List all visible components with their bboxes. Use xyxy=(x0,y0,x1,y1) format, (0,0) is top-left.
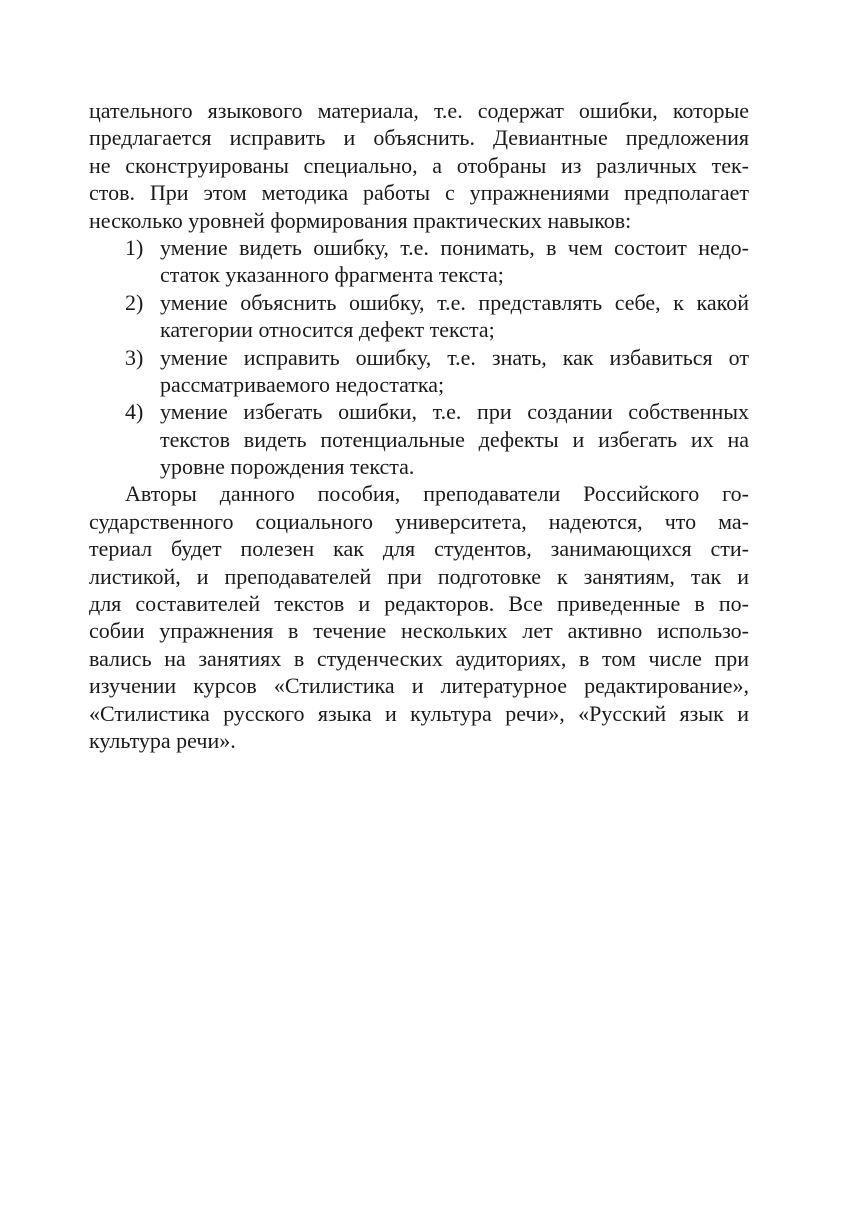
text-line: изучении курсов «Стилистика и литературное редактирование», xyxy=(89,673,749,699)
list-item-line: 4) умение избегать ошибки, т.е. при создании собственных xyxy=(125,399,749,425)
list-item xyxy=(89,234,749,289)
list-item-line: статок указанного фрагмента текста; xyxy=(160,262,504,288)
list-item xyxy=(89,344,749,399)
text-line: листикой, и преподавателей при подготовке к занятиям, так и xyxy=(89,563,749,589)
list-number: 1) xyxy=(125,234,144,260)
list-item-line: 1) умение видеть ошибку, т.е. понимать, в чем состоит недо- xyxy=(125,234,749,260)
text-line: цательного языкового материала, т.е. содержат ошибки, которые xyxy=(89,98,749,123)
paragraph-intro xyxy=(89,97,749,234)
text-line: предлагается исправить и объяснить. Девиантные предложения xyxy=(89,125,749,151)
list-item xyxy=(89,289,749,344)
text-line: не сконструированы специально, а отобраны из различных тек- xyxy=(89,152,749,178)
list-number: 2) xyxy=(125,289,144,315)
text-line: собии упражнения в течение нескольких лет активно использо- xyxy=(89,618,749,644)
list-item-line: рассматриваемого недостатка; xyxy=(160,371,445,397)
list-number: 4) xyxy=(125,399,144,425)
text-line: для составителей текстов и редакторов. Все приведенные в по- xyxy=(89,591,749,617)
text-line: культура речи». xyxy=(89,727,236,753)
text-line: стов. При этом методика работы с упражнениями предполагает xyxy=(89,180,749,206)
paragraph-authors xyxy=(89,480,749,754)
list-number: 3) xyxy=(125,344,144,370)
list-item-line: 2) умение объяснить ошибку, т.е. представлять себе, к какой xyxy=(125,289,749,315)
list-item-line: текстов видеть потенциальные дефекты и избегать их на xyxy=(160,426,749,452)
text-line: «Стилистика русского языка и культура речи», «Русский язык и xyxy=(89,700,749,726)
page-body xyxy=(89,97,749,754)
text-line: териал будет полезен как для студентов, занимающихся сти- xyxy=(89,536,749,562)
text-line: сударственного социального университета, надеются, что ма- xyxy=(89,508,749,534)
text-line: Авторы данного пособия, преподаватели Российского го- xyxy=(125,481,749,507)
list-item xyxy=(89,398,749,480)
text-line: вались на занятиях в студенческих аудиториях, в том числе при xyxy=(89,645,749,671)
skills-list xyxy=(89,234,749,481)
list-item-line: уровне порождения текста. xyxy=(160,454,415,480)
text-line: несколько уровней формирования практических навыков: xyxy=(89,207,632,233)
list-item-line: 3) умение исправить ошибку, т.е. знать, как избавиться от xyxy=(125,344,749,370)
list-item-line: категории относится дефект текста; xyxy=(160,317,495,343)
